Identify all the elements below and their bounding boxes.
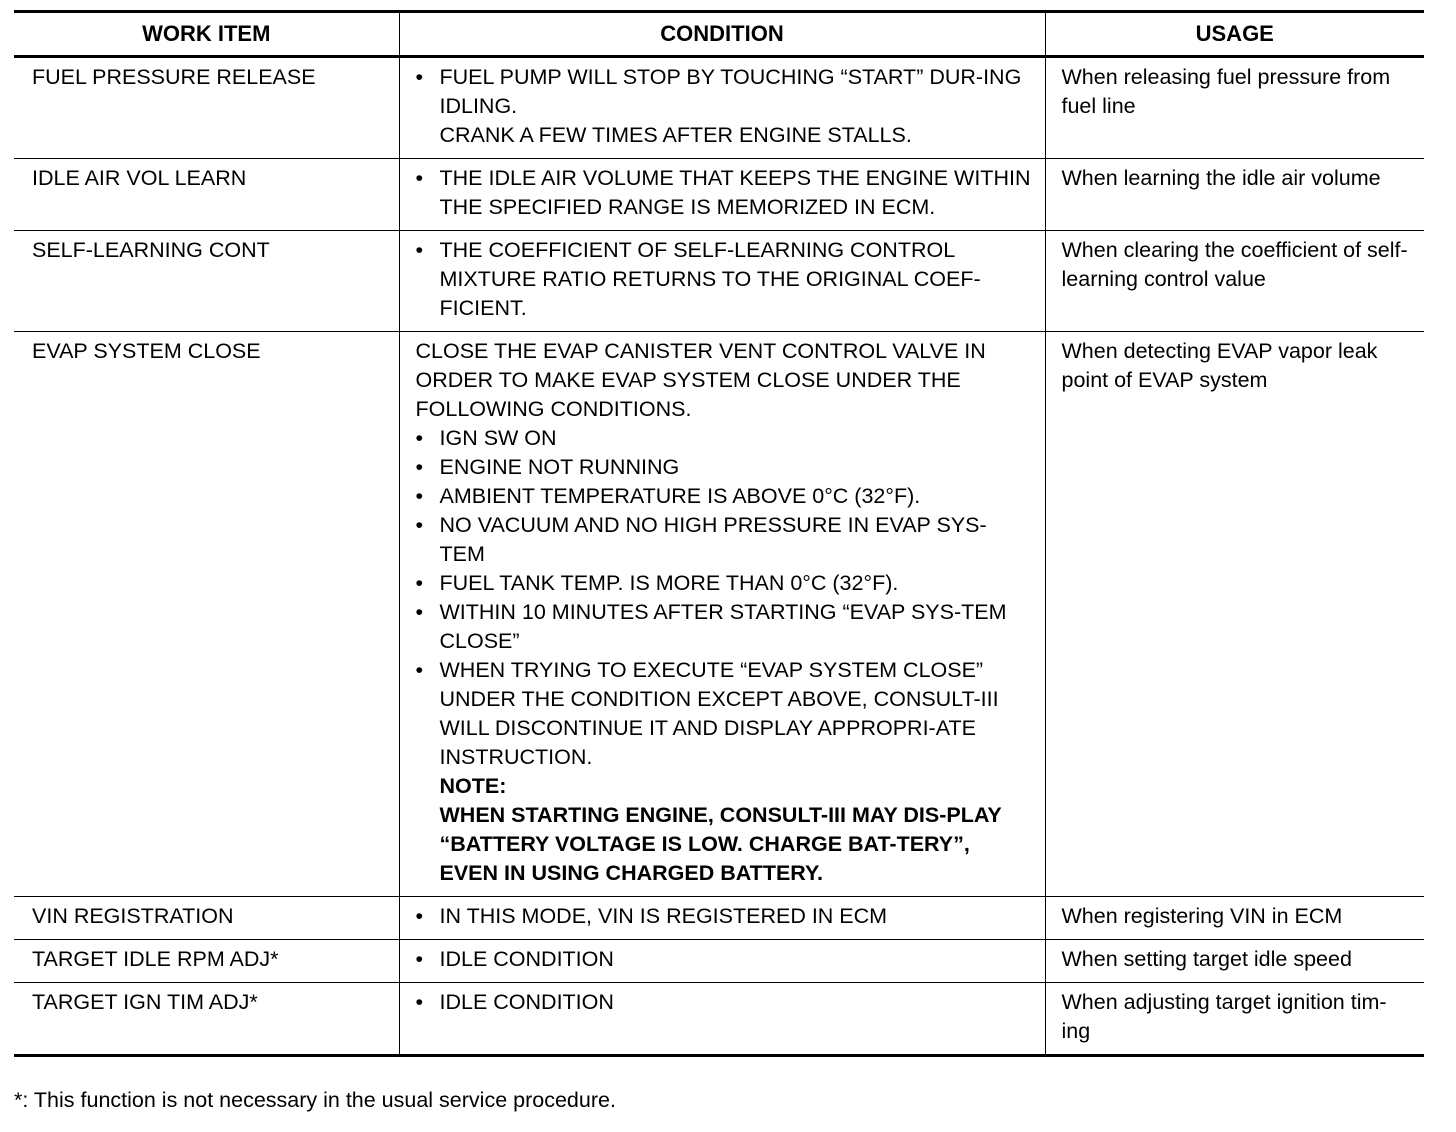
- bullet-marker: •: [415, 658, 424, 682]
- note-label: NOTE:: [439, 774, 507, 798]
- condition-extra-text: CRANK A FEW TIMES AFTER ENGINE STALLS.: [439, 123, 912, 147]
- condition-bullet: [416, 424, 1031, 453]
- bullet-marker: •: [415, 990, 424, 1014]
- bullet-text: WITHIN 10 MINUTES AFTER STARTING “EVAP SYS-TEM CLOSE”: [439, 600, 1007, 653]
- condition-bullet: [416, 511, 1031, 569]
- header-work-item: WORK ITEM: [14, 12, 399, 57]
- condition-bullet: [416, 164, 1031, 222]
- bullet-text: NO VACUUM AND NO HIGH PRESSURE IN EVAP SYS-TEM: [439, 513, 987, 566]
- bullet-marker: •: [415, 65, 424, 89]
- condition-bullet: [416, 482, 1031, 511]
- bullet-marker: •: [415, 238, 424, 262]
- bullet-text: IGN SW ON: [439, 426, 557, 450]
- bullet-text: THE IDLE AIR VOLUME THAT KEEPS THE ENGINE WITHIN THE SPECIFIED RANGE IS MEMORIZED IN ECM.: [439, 166, 1031, 219]
- table-row: [14, 940, 1424, 983]
- bullet-text: FUEL TANK TEMP. IS MORE THAN 0°C (32°F).: [439, 571, 899, 595]
- work-item-cell: EVAP SYSTEM CLOSE: [14, 332, 399, 897]
- condition-cell: [399, 57, 1045, 159]
- bullet-marker: •: [415, 484, 424, 508]
- work-support-table: [14, 10, 1424, 1057]
- header-condition: CONDITION: [399, 12, 1045, 57]
- table-row: [14, 231, 1424, 332]
- condition-bullet: [416, 453, 1031, 482]
- work-item-cell: FUEL PRESSURE RELEASE: [14, 57, 399, 159]
- header-usage: USAGE: [1045, 12, 1424, 57]
- bullet-marker: •: [415, 166, 424, 190]
- condition-bullet: [416, 569, 1031, 598]
- table-row: [14, 57, 1424, 159]
- bullet-text: THE COEFFICIENT OF SELF-LEARNING CONTROL MIXTURE RATIO RETURNS TO THE ORIGINAL COEF-FICIENT.: [439, 238, 981, 320]
- usage-cell: When learning the idle air volume: [1045, 159, 1424, 231]
- work-item-cell: IDLE AIR VOL LEARN: [14, 159, 399, 231]
- usage-cell: When adjusting target ignition tim-ing: [1045, 983, 1424, 1056]
- usage-cell: When releasing fuel pressure from fuel line: [1045, 57, 1424, 159]
- bullet-text: FUEL PUMP WILL STOP BY TOUCHING “START” DUR-ING IDLING.: [439, 65, 1022, 118]
- bullet-marker: •: [415, 600, 424, 624]
- bullet-marker: •: [415, 426, 424, 450]
- bullet-text: IN THIS MODE, VIN IS REGISTERED IN ECM: [439, 904, 888, 928]
- table-row: [14, 897, 1424, 940]
- bullet-marker: •: [415, 947, 424, 971]
- footnote: *: This function is not necessary in the usual service procedure.: [14, 1088, 616, 1112]
- table-row: [14, 983, 1424, 1056]
- condition-bullet: [416, 988, 1031, 1017]
- condition-bullet: [416, 63, 1031, 121]
- table-row: [14, 332, 1424, 897]
- condition-bullet: [416, 945, 1031, 974]
- work-item-cell: TARGET IGN TIM ADJ*: [14, 983, 399, 1056]
- bullet-marker: •: [415, 455, 424, 479]
- table-row: [14, 159, 1424, 231]
- bullet-text: IDLE CONDITION: [439, 947, 614, 971]
- bullet-text: WHEN TRYING TO EXECUTE “EVAP SYSTEM CLOSE” UNDER THE CONDITION EXCEPT ABOVE, CONSULT-III WILL DISCONTINUE IT AND DISPLAY APPROPRI-ATE INSTRUCTION.: [439, 658, 999, 769]
- condition-intro-text: CLOSE THE EVAP CANISTER VENT CONTROL VALVE IN ORDER TO MAKE EVAP SYSTEM CLOSE UNDER THE FOLLOWING CONDITIONS.: [415, 339, 986, 421]
- bullet-text: AMBIENT TEMPERATURE IS ABOVE 0°C (32°F).: [439, 484, 921, 508]
- condition-cell: [399, 983, 1045, 1056]
- condition-cell: [399, 231, 1045, 332]
- condition-cell: [399, 940, 1045, 983]
- bullet-text: ENGINE NOT RUNNING: [439, 455, 680, 479]
- usage-cell: When registering VIN in ECM: [1045, 897, 1424, 940]
- condition-cell: [399, 332, 1045, 897]
- condition-bullet: [416, 236, 1031, 323]
- usage-cell: When detecting EVAP vapor leak point of EVAP system: [1045, 332, 1424, 897]
- condition-bullet: [416, 656, 1031, 772]
- condition-bullet: [416, 598, 1031, 656]
- work-item-cell: VIN REGISTRATION: [14, 897, 399, 940]
- usage-cell: When clearing the coefficient of self-learning control value: [1045, 231, 1424, 332]
- condition-cell: [399, 897, 1045, 940]
- usage-cell: When setting target idle speed: [1045, 940, 1424, 983]
- condition-bullet: [416, 902, 1031, 931]
- work-item-cell: TARGET IDLE RPM ADJ*: [14, 940, 399, 983]
- condition-cell: [399, 159, 1045, 231]
- bullet-marker: •: [415, 904, 424, 928]
- bullet-marker: •: [415, 571, 424, 595]
- bullet-text: IDLE CONDITION: [439, 990, 614, 1014]
- work-item-cell: SELF-LEARNING CONT: [14, 231, 399, 332]
- note-text: WHEN STARTING ENGINE, CONSULT-III MAY DIS-PLAY “BATTERY VOLTAGE IS LOW. CHARGE BAT-TERY”, EVEN IN USING CHARGED BATTERY.: [439, 803, 1002, 885]
- table-header-row: [14, 12, 1424, 57]
- bullet-marker: •: [415, 513, 424, 537]
